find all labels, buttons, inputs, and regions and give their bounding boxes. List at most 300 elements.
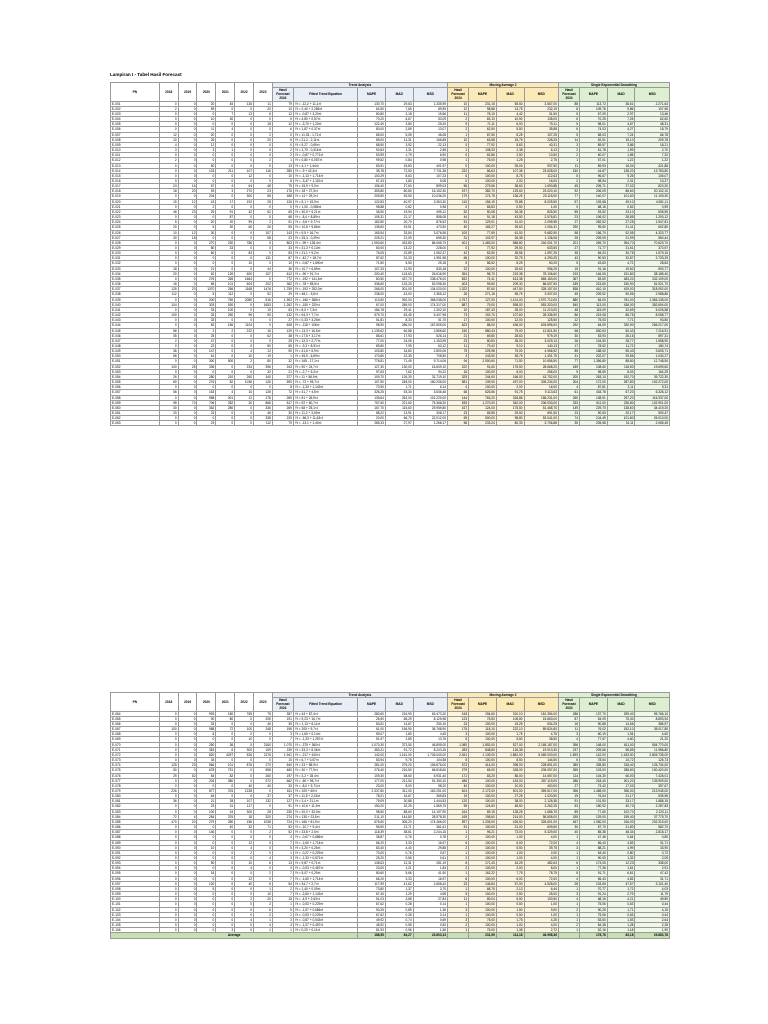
table-cell: 90,53: [580, 411, 608, 416]
table-cell: 46: [254, 721, 273, 726]
table-cell: 35: [558, 251, 579, 256]
part-number-cell: E-073: [111, 758, 160, 763]
table-cell: 6.326,12: [635, 390, 670, 395]
table-cell: 1,75: [496, 732, 524, 737]
table-cell: 0: [272, 142, 293, 147]
table-cell: 24: [159, 184, 178, 189]
table-cell: 0: [197, 923, 216, 928]
part-number-cell: E-032: [111, 261, 160, 266]
table-cell: 192,70: [607, 374, 635, 379]
year-header: 2019: [178, 693, 197, 712]
table-cell: 80: [254, 343, 273, 348]
table-cell: 0: [235, 148, 254, 153]
table-cell: 233,24: [469, 421, 497, 426]
table-cell: 2,64: [635, 917, 670, 922]
table-cell: 176: [272, 189, 293, 194]
table-cell: 149: [558, 405, 579, 410]
table-cell: 2,70: [635, 148, 670, 153]
table-cell: 75,00: [496, 328, 524, 333]
table-cell: 43.752,00: [524, 374, 558, 379]
table-cell: 100,00: [469, 794, 497, 799]
table-cell: 0: [178, 809, 197, 814]
table-cell: 0: [235, 178, 254, 183]
table-cell: 0: [178, 261, 197, 266]
table-cell: 0: [216, 907, 235, 912]
table-cell: 58.808,00: [524, 814, 558, 819]
table-cell: 15,56: [413, 111, 447, 116]
table-cell: 20,17: [607, 411, 635, 416]
table-cell: 0,89: [385, 907, 413, 912]
table-cell: Yt = -150 + 220×t: [293, 302, 357, 307]
table-cell: 226: [159, 788, 178, 793]
table-cell: 2.128,38: [524, 799, 558, 804]
table-cell: 365,83: [413, 794, 447, 799]
table-cell: 0: [235, 892, 254, 897]
table-cell: 2,97: [607, 111, 635, 116]
table-cell: 326,88: [496, 395, 524, 400]
table-cell: 1,00: [524, 204, 558, 209]
table-cell: 12: [235, 173, 254, 178]
table-cell: 2.065,45: [635, 421, 670, 426]
table-cell: 16,00: [524, 178, 558, 183]
table-cell: 107,38: [496, 168, 524, 173]
table-cell: 328.157,00: [524, 287, 558, 292]
table-cell: 33: [197, 313, 216, 318]
table-cell: 140,13: [524, 343, 558, 348]
table-cell: 150: [558, 168, 579, 173]
part-number-cell: E-072: [111, 752, 160, 757]
msd-header: MSD: [413, 698, 447, 711]
table-cell: 51,03: [358, 897, 386, 902]
table-cell: 150,20: [358, 804, 386, 809]
table-cell: 29,41: [385, 307, 413, 312]
table-cell: 1,99: [607, 148, 635, 153]
table-cell: 1: [448, 886, 469, 891]
table-cell: 588,80: [496, 240, 524, 245]
table-cell: 82: [216, 773, 235, 778]
table-cell: Yt = 18 + 27,3×t: [293, 189, 357, 194]
table-cell: 29,86: [607, 354, 635, 359]
table-cell: 0: [178, 390, 197, 395]
table-cell: 1,00: [496, 856, 524, 861]
table-cell: 5,50: [496, 897, 524, 902]
table-cell: 140,07: [580, 194, 608, 199]
table-cell: 0: [159, 742, 178, 747]
table-cell: 0: [178, 416, 197, 421]
table-cell: 0: [178, 215, 197, 220]
table-cell: 482,63: [524, 861, 558, 866]
table-cell: 3.363,30: [413, 199, 447, 204]
table-cell: 230: [216, 240, 235, 245]
table-cell: 125: [159, 763, 178, 768]
table-cell: 53,34: [385, 390, 413, 395]
table-cell: 23: [178, 763, 197, 768]
table-cell: 0: [254, 163, 273, 168]
table-cell: 1.558,90: [635, 338, 670, 343]
table-cell: 0: [159, 215, 178, 220]
table-cell: 222,10: [496, 727, 524, 732]
table-cell: 1.970.712,00: [524, 297, 558, 302]
table-cell: 21,41: [607, 225, 635, 230]
table-cell: 2.800,06: [413, 349, 447, 354]
table-cell: 0: [178, 788, 197, 793]
table-cell: Yt = 33,3 + 8,36×t: [293, 747, 357, 752]
table-cell: 112: [254, 421, 273, 426]
table-cell: 28,84: [635, 261, 670, 266]
table-cell: 1.080: [448, 742, 469, 747]
table-cell: 115,60: [385, 405, 413, 410]
table-cell: 0: [178, 220, 197, 225]
part-number-cell: E-083: [111, 809, 160, 814]
table-cell: 202.315,00: [635, 819, 670, 824]
table-cell: 0: [178, 333, 197, 338]
table-cell: 77: [558, 359, 579, 364]
table-cell: Yt = 0,80 + 0,057×t: [293, 158, 357, 163]
table-cell: 75,00: [469, 917, 497, 922]
table-cell: 112: [159, 292, 178, 297]
part-number-cell: E-079: [111, 788, 160, 793]
table-cell: 7.426,01: [635, 773, 670, 778]
table-cell: 0: [178, 804, 197, 809]
table-cell: 91,16: [580, 266, 608, 271]
table-cell: Yt = 135 + 23,8×t: [293, 814, 357, 819]
table-cell: Yt = 48,1 - 5,5×t: [293, 292, 357, 297]
table-cell: Yt = 166 + 81,9×t: [293, 819, 357, 824]
table-cell: 12: [178, 199, 197, 204]
table-cell: 100,00: [469, 732, 497, 737]
table-cell: 832: [448, 276, 469, 281]
table-cell: 0: [159, 923, 178, 928]
table-cell: 8,03: [607, 369, 635, 374]
part-number-cell: E-069: [111, 737, 160, 742]
table-cell: 21,17: [385, 215, 413, 220]
table-cell: 2: [235, 897, 254, 902]
table-cell: 0: [235, 912, 254, 917]
table-cell: 42: [235, 209, 254, 214]
table-cell: 0: [159, 204, 178, 209]
table-cell: 5: [197, 886, 216, 891]
table-cell: 0: [235, 153, 254, 158]
table-cell: 497,00: [496, 380, 524, 385]
table-cell: 237: [558, 747, 579, 752]
table-cell: 611,00: [607, 742, 635, 747]
table-cell: 29: [159, 773, 178, 778]
table-cell: 172,00: [580, 380, 608, 385]
table-cell: 100,00: [469, 912, 497, 917]
table-cell: 33: [197, 721, 216, 726]
table-cell: Yt = -0,53 + 0,229×t: [293, 912, 357, 917]
table-cell: 100: [159, 727, 178, 732]
table-cell: 8.058,77: [635, 313, 670, 318]
table-cell: 28.336,90: [524, 313, 558, 318]
table-cell: Yt = -1,57 + 0,686×t: [293, 907, 357, 912]
table-cell: 0: [178, 897, 197, 902]
table-cell: 6: [558, 861, 579, 866]
table-cell: 47,46: [580, 835, 608, 840]
table-cell: 150,90: [607, 282, 635, 287]
table-cell: Yt = 25,3 - 0,29×t: [293, 235, 357, 240]
table-cell: 0: [197, 917, 216, 922]
table-cell: 53: [272, 825, 293, 830]
table-cell: 22,89: [385, 251, 413, 256]
table-cell: 0: [159, 912, 178, 917]
table-cell: 0: [254, 323, 273, 328]
table-cell: 765: [235, 711, 254, 716]
table-cell: 2,00: [496, 178, 524, 183]
table-cell: 13,91: [385, 411, 413, 416]
table-cell: 288,80: [607, 768, 635, 773]
part-number-cell: E-026: [111, 230, 160, 235]
table-cell: 3.636,46: [413, 390, 447, 395]
part-number-cell: E-013: [111, 163, 160, 168]
table-cell: 1.050,00: [580, 819, 608, 824]
table-cell: 20: [197, 220, 216, 225]
table-cell: 17: [558, 343, 579, 348]
table-cell: Yt = 0,33 + 3,26×t: [293, 318, 357, 323]
table-cell: 1: [254, 886, 273, 891]
table-cell: 0: [254, 142, 273, 147]
table-cell: 70,25: [580, 117, 608, 122]
table-cell: 2.988,86: [635, 292, 670, 297]
table-cell: 624: [448, 788, 469, 793]
table-cell: 0: [216, 235, 235, 240]
table-cell: 98: [159, 400, 178, 405]
table-cell: 197: [272, 773, 293, 778]
table-cell: 23.628,00: [524, 168, 558, 173]
table-cell: 31,50: [524, 111, 558, 116]
table-cell: 0: [159, 871, 178, 876]
table-cell: 1,00: [524, 912, 558, 917]
table-cell: 52.098,30: [413, 282, 447, 287]
table-cell: Yt = 5,1 + 15,9×t: [293, 199, 357, 204]
table-cell: 34.419,20: [635, 405, 670, 410]
table-cell: 15: [558, 266, 579, 271]
table-cell: 280: [216, 819, 235, 824]
table-cell: 354: [448, 271, 469, 276]
table-cell: 11,72: [607, 343, 635, 348]
table-cell: 2,11: [607, 385, 635, 390]
table-cell: 573: [448, 763, 469, 768]
table-cell: 50,56: [607, 292, 635, 297]
table-cell: 4,03: [635, 886, 670, 891]
table-cell: 51: [448, 220, 469, 225]
table-cell: 16,67: [385, 794, 413, 799]
table-cell: 12: [197, 142, 216, 147]
table-cell: Yt = -379 + 360×t: [293, 742, 357, 747]
table-cell: 104,49: [580, 416, 608, 421]
table-cell: 26.616,90: [413, 271, 447, 276]
table-cell: 611: [272, 788, 293, 793]
table-cell: 56,43: [580, 840, 608, 845]
table-cell: 73,00: [496, 830, 524, 835]
table-cell: 29,88: [413, 845, 447, 850]
table-cell: 3: [272, 923, 293, 928]
table-cell: 0,56: [385, 856, 413, 861]
table-cell: 0: [178, 256, 197, 261]
table-cell: 56,43: [580, 876, 608, 881]
table-cell: 0: [178, 246, 197, 251]
table-cell: 1.070,30: [358, 742, 386, 747]
table-cell: 0,50: [413, 923, 447, 928]
table-cell: 0: [254, 866, 273, 871]
table-cell: 2: [254, 132, 273, 137]
table-cell: 0: [197, 856, 216, 861]
table-cell: 1653: [254, 302, 273, 307]
part-number-cell: E-082: [111, 804, 160, 809]
part-number-cell: E-018: [111, 189, 160, 194]
table-cell: 286,00: [385, 323, 413, 328]
table-cell: Yt = -9,8 + 9,77×t: [293, 220, 357, 225]
table-cell: 230: [272, 809, 293, 814]
table-cell: 85: [558, 349, 579, 354]
table-cell: 2.355,12: [413, 292, 447, 297]
table-cell: 1.903: [272, 297, 293, 302]
table-cell: 15,25: [496, 721, 524, 726]
table-cell: 88,21: [580, 845, 608, 850]
table-cell: 65,83: [469, 204, 497, 209]
table-cell: 2,58: [413, 148, 447, 153]
table-cell: 65,85: [469, 411, 497, 416]
table-cell: 823,20: [635, 184, 670, 189]
table-cell: 139.909,00: [635, 778, 670, 783]
table-cell: 77,92: [469, 142, 497, 147]
table-cell: 1.690,88: [524, 184, 558, 189]
table-cell: 415,00: [496, 778, 524, 783]
table-cell: 50: [197, 861, 216, 866]
table-cell: 191: [272, 716, 293, 721]
table-cell: 0: [235, 230, 254, 235]
part-number-cell: E-061: [111, 411, 160, 416]
table-cell: 0: [235, 127, 254, 132]
table-cell: 7,24: [607, 132, 635, 137]
table-cell: 99,52: [358, 158, 386, 163]
table-cell: 0: [178, 799, 197, 804]
table-cell: 355: [558, 768, 579, 773]
table-cell: 8,33: [385, 318, 413, 323]
part-number-cell: E-091: [111, 850, 160, 855]
table-cell: 1: [448, 148, 469, 153]
part-number-cell: E-010: [111, 148, 160, 153]
table-cell: 9,25: [607, 173, 635, 178]
table-cell: 129,01: [469, 220, 497, 225]
table-cell: 1,29: [385, 892, 413, 897]
table-cell: 0: [178, 297, 197, 302]
table-cell: 0: [178, 240, 197, 245]
table-cell: 78,01: [358, 794, 386, 799]
table-cell: 236,80: [607, 400, 635, 405]
table-cell: 87: [216, 215, 235, 220]
table-cell: 0: [216, 106, 235, 111]
table-cell: 80,00: [358, 127, 386, 132]
table-cell: 35,78: [358, 168, 386, 173]
table-cell: 200: [197, 297, 216, 302]
table-cell: 80,33: [496, 421, 524, 426]
table-cell: 12: [558, 318, 579, 323]
table-cell: 98,50: [358, 809, 386, 814]
table-cell: 0: [159, 101, 178, 106]
table-cell: 167,70: [358, 405, 386, 410]
table-cell: 6: [272, 137, 293, 142]
table-cell: 5,08: [413, 178, 447, 183]
table-cell: 1,80: [385, 178, 413, 183]
table-cell: 26.010,00: [635, 416, 670, 421]
table-cell: Yt = 3,20 + 0,26×t: [293, 845, 357, 850]
table-cell: 209,78: [635, 137, 670, 142]
table-cell: 0: [216, 737, 235, 742]
table-cell: 123: [448, 716, 469, 721]
table-cell: 2.271,64: [635, 101, 670, 106]
table-cell: 0,59: [635, 204, 670, 209]
table-cell: 4,67: [607, 122, 635, 127]
mape-header: MAPE: [580, 88, 608, 101]
table-cell: 238.476,00: [413, 276, 447, 281]
table-cell: 98,80: [496, 416, 524, 421]
part-number-cell: E-096: [111, 876, 160, 881]
part-number-cell: E-067: [111, 727, 160, 732]
table-cell: 286: [558, 711, 579, 716]
table-cell: 50: [159, 768, 178, 773]
table-cell: 2: [448, 835, 469, 840]
table-cell: 0: [178, 369, 197, 374]
table-cell: 2: [558, 907, 579, 912]
table-cell: 211,10: [358, 814, 386, 819]
table-cell: 83,61: [358, 721, 386, 726]
table-cell: 6,14: [413, 385, 447, 390]
table-cell: 91: [216, 209, 235, 214]
table-cell: 9: [448, 122, 469, 127]
table-cell: 0: [159, 881, 178, 886]
table-cell: 100: [235, 727, 254, 732]
table-cell: 318,40: [607, 763, 635, 768]
table-cell: 0: [178, 173, 197, 178]
table-cell: 162,22: [469, 871, 497, 876]
table-cell: 114: [558, 773, 579, 778]
table-cell: 613,38: [496, 276, 524, 281]
table-cell: 103,00: [580, 768, 608, 773]
table-cell: 0: [216, 251, 235, 256]
table-cell: 209,30: [496, 282, 524, 287]
table-cell: 43,50: [496, 215, 524, 220]
table-cell: Yt = -1,33 + 1,143×t: [293, 385, 357, 390]
part-number-cell: E-060: [111, 405, 160, 410]
table-cell: 4: [558, 897, 579, 902]
table-cell: 0,14: [413, 912, 447, 917]
table-cell: 194,60: [469, 711, 497, 716]
table-cell: 89,59: [413, 106, 447, 111]
table-cell: 414,00: [469, 763, 497, 768]
table-cell: 0: [197, 111, 216, 116]
table-cell: 101,60: [607, 194, 635, 199]
hasil-forecast-header: Hasil Forecast 2024: [558, 698, 579, 711]
table-cell: 116: [254, 168, 273, 173]
table-cell: 55: [272, 225, 293, 230]
table-cell: 1.597,25: [524, 251, 558, 256]
table-cell: 91: [558, 799, 579, 804]
table-cell: 31,33: [385, 256, 413, 261]
year-header: 2020: [197, 693, 216, 712]
table-cell: Yt = -72 + 95,7×t: [293, 380, 357, 385]
table-cell: Yt = 1,87 + 0,37×t: [293, 127, 357, 132]
table-cell: Yt = 0,20 + 0,11×t: [293, 928, 357, 933]
table-cell: 0: [197, 215, 216, 220]
table-cell: 0,84: [385, 158, 413, 163]
table-cell: 34: [197, 758, 216, 763]
table-cell: 43: [558, 256, 579, 261]
table-cell: 71: [254, 825, 273, 830]
table-cell: 1,80: [385, 732, 413, 737]
table-cell: 66.818,60: [413, 768, 447, 773]
table-cell: 75,53: [580, 318, 608, 323]
